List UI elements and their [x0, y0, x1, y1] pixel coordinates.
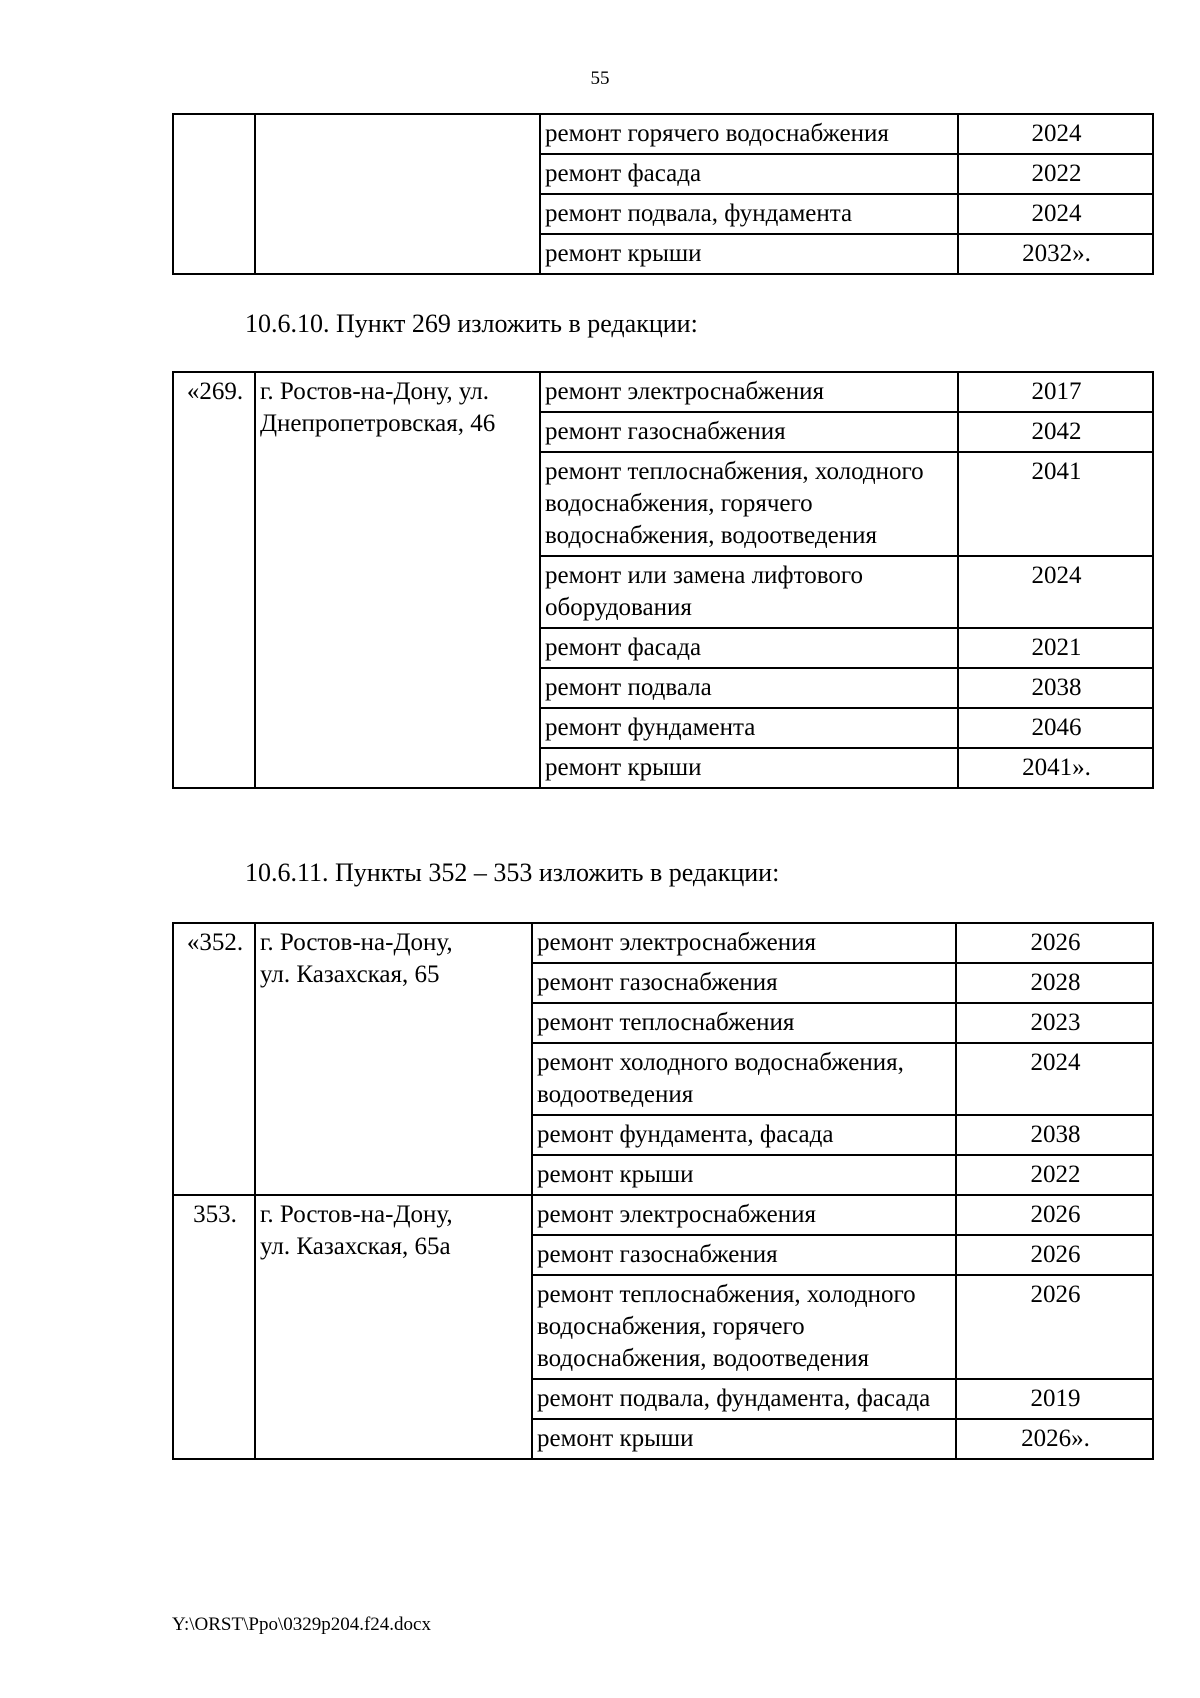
work-cell: ремонт теплоснабжения [532, 1003, 956, 1043]
year-cell: 2019 [956, 1379, 1153, 1419]
work-cell: ремонт или замена лифтового оборудования [540, 556, 958, 628]
work-cell: ремонт газоснабжения [532, 1235, 956, 1275]
table-row [173, 923, 1153, 963]
year-cell: 2026 [956, 923, 1153, 963]
year-cell: 2022 [956, 1155, 1153, 1195]
work-cell: ремонт газоснабжения [532, 963, 956, 1003]
year-cell: 2026». [956, 1419, 1153, 1459]
address-cell [255, 114, 540, 274]
work-cell: ремонт электроснабжения [532, 1195, 956, 1235]
year-cell: 2041 [958, 452, 1153, 556]
work-cell: ремонт электроснабжения [540, 372, 958, 412]
work-cell: ремонт подвала [540, 668, 958, 708]
footer-file-path: Y:\ORST\Ppo\0329p204.f24.docx [172, 1614, 431, 1635]
year-cell: 2046 [958, 708, 1153, 748]
year-cell: 2038 [958, 668, 1153, 708]
work-cell: ремонт фундамента [540, 708, 958, 748]
year-cell: 2028 [956, 963, 1153, 1003]
work-cell: ремонт холодного водоснабжения, водоотведения [532, 1043, 956, 1115]
year-cell: 2042 [958, 412, 1153, 452]
work-cell: ремонт теплоснабжения, холодного водоснабжения, горячего водоснабжения, водоотведения [532, 1275, 956, 1379]
year-cell: 2024 [958, 556, 1153, 628]
work-cell: ремонт фундамента, фасада [532, 1115, 956, 1155]
year-cell: 2026 [956, 1235, 1153, 1275]
item-address: г. Ростов-на-Дону, ул. Казахская, 65а [255, 1195, 532, 1459]
work-cell: ремонт теплоснабжения, холодного водоснабжения, горячего водоснабжения, водоотведения [540, 452, 958, 556]
year-cell: 2032». [958, 234, 1153, 274]
item-address: г. Ростов-на-Дону, ул. Казахская, 65 [255, 923, 532, 1195]
table-row [173, 114, 1153, 154]
work-cell: ремонт газоснабжения [540, 412, 958, 452]
table-items-352-353 [172, 922, 1154, 1460]
work-cell: ремонт электроснабжения [532, 923, 956, 963]
work-cell: ремонт подвала, фундамента [540, 194, 958, 234]
year-cell: 2022 [958, 154, 1153, 194]
paragraph-10-6-11: 10.6.11. Пункты 352 – 353 изложить в редакции: [245, 858, 780, 887]
work-cell: ремонт фасада [540, 154, 958, 194]
page-number: 55 [590, 68, 610, 89]
work-cell: ремонт крыши [540, 748, 958, 788]
item-number: 353. [173, 1195, 255, 1459]
year-cell: 2024 [958, 114, 1153, 154]
work-cell: ремонт подвала, фундамента, фасада [532, 1379, 956, 1419]
year-cell: 2023 [956, 1003, 1153, 1043]
table-row [173, 1195, 1153, 1235]
year-cell: 2026 [956, 1275, 1153, 1379]
table-row [173, 372, 1153, 412]
year-cell: 2024 [958, 194, 1153, 234]
year-cell: 2041». [958, 748, 1153, 788]
work-cell: ремонт крыши [532, 1419, 956, 1459]
year-cell: 2021 [958, 628, 1153, 668]
number-cell [173, 114, 255, 274]
work-cell: ремонт крыши [540, 234, 958, 274]
year-cell: 2026 [956, 1195, 1153, 1235]
table-continuation [172, 113, 1154, 275]
work-cell: ремонт фасада [540, 628, 958, 668]
year-cell: 2017 [958, 372, 1153, 412]
item-number: «352. [173, 923, 255, 1195]
year-cell: 2024 [956, 1043, 1153, 1115]
work-cell: ремонт горячего водоснабжения [540, 114, 958, 154]
item-number: «269. [173, 372, 255, 788]
year-cell: 2038 [956, 1115, 1153, 1155]
paragraph-10-6-10: 10.6.10. Пункт 269 изложить в редакции: [245, 309, 698, 338]
work-cell: ремонт крыши [532, 1155, 956, 1195]
table-item-269 [172, 371, 1154, 789]
item-address: г. Ростов-на-Дону, ул. Днепропетровская, 46 [255, 372, 540, 788]
